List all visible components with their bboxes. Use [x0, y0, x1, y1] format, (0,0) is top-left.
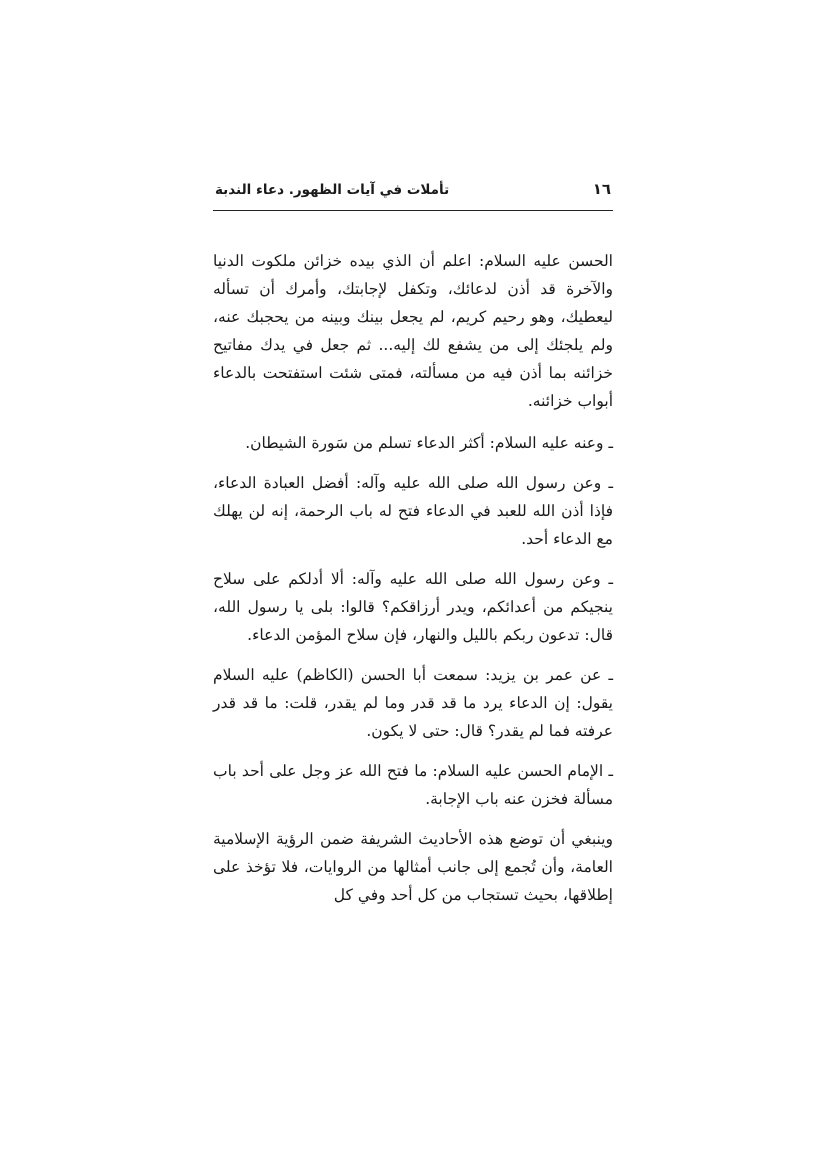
page-number: ١٦ [592, 180, 611, 198]
paragraph-commentary: وينبغي أن توضع هذه الأحاديث الشريفة ضمن الرؤية الإسلامية العامة، وأن تُجمع إلى جانب أمثالها من الروايات، فلا تؤخذ على إطلاقها، بحيث تستجاب من كل أحد وفي كل [213, 830, 613, 904]
paragraph-intro: الحسن عليه السلام: اعلم أن الذي بيده خزائن ملكوت الدنيا والآخرة قد أذن لدعائك، وتكفل لإجابتك، وأمرك أن تسأله ليعطيك، وهو رحيم كريم، لم يجعل بينك وبينه من يحجبك عنه، ولم يلجئك إلى من يشفع لك إليه... ثم جعل في يدك مفاتيح خزائنه بما أذن فيه من مسألته، فمتى شئت استفتحت بالدعاء أبواب خزائنه. [213, 252, 613, 410]
hadith-item: ـ عن عمر بن يزيد: سمعت أبا الحسن (الكاظم) عليه السلام يقول: إن الدعاء يرد ما قد قدر وما لم يقدر، قلت: ما قد قدر عرفته فما لم يقدر؟ قال: حتى لا يكون. [213, 666, 613, 740]
book-title: تأملات في آيات الظهور. دعاء الندبة [215, 182, 450, 198]
running-header [213, 180, 613, 211]
page-content [213, 247, 613, 909]
hadith-item: ـ الإمام الحسن عليه السلام: ما فتح الله عز وجل على أحد باب مسألة فخزن عنه باب الإجابة. [213, 762, 613, 808]
hadith-item: ـ وعنه عليه السلام: أكثر الدعاء تسلم من سَورة الشيطان. [245, 434, 613, 452]
book-page [213, 180, 613, 923]
hadith-item: ـ وعن رسول الله صلى الله عليه وآله: أفضل العبادة الدعاء، فإذا أذن الله للعبد في الدعاء فتح له باب الرحمة، إنه لن يهلك مع الدعاء أحد. [213, 474, 613, 548]
hadith-item: ـ وعن رسول الله صلى الله عليه وآله: ألا أدلكم على سلاح ينجيكم من أعدائكم، ويدر أرزاقكم؟ قالوا: بلى يا رسول الله، قال: تدعون ربكم بالليل والنهار، فإن سلاح المؤمن الدعاء. [213, 570, 613, 644]
